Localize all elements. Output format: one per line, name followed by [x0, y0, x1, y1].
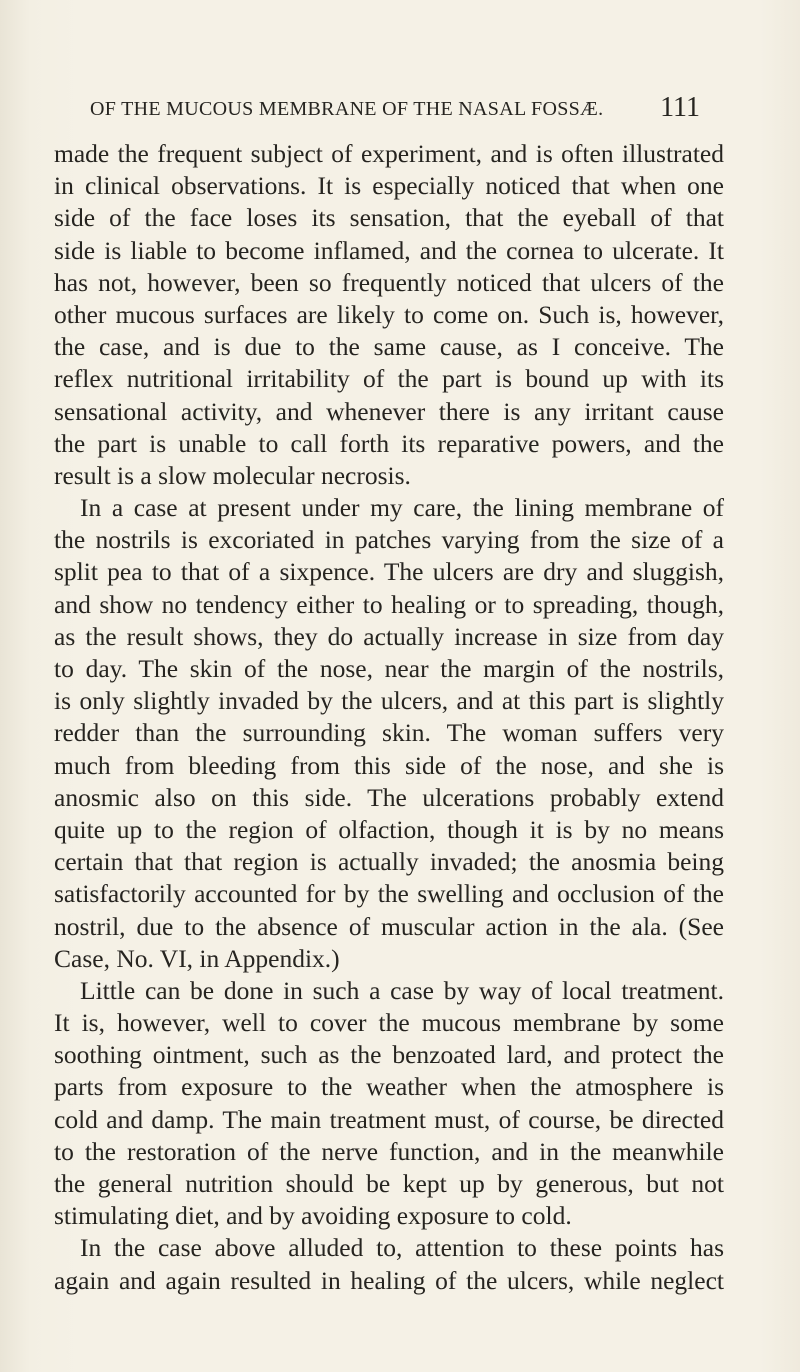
- text-line: is only slightly invaded by the ulcers, and at this part is slightly: [54, 686, 724, 716]
- text-line: certain that that region is actually invaded; the anosmia being: [54, 847, 724, 877]
- text-line: the nostrils is excoriated in patches varying from the size of a: [54, 525, 724, 555]
- text-line: reflex nutritional irritability of the part is bound up with its: [54, 364, 724, 394]
- text-line: satisfactorily accounted for by the swelling and occlusion of the: [54, 879, 724, 909]
- text-line: split pea to that of a sixpence. The ulcers are dry and sluggish,: [54, 557, 724, 587]
- text-line: much from bleeding from this side of the nose, and she is: [54, 750, 724, 780]
- text-line: sensational activity, and whenever there is any irritant cause: [54, 396, 724, 426]
- text-line: side of the face loses its sensation, that the eyeball of that: [54, 203, 724, 233]
- paragraph-start-line: In a case at present under my care, the lining membrane of: [80, 493, 724, 523]
- text-line: and show no tendency either to healing or to spreading, though,: [54, 589, 724, 619]
- text-line: result is a slow molecular necrosis.: [54, 460, 411, 490]
- text-line: It is, however, well to cover the mucous membrane by some: [54, 1008, 724, 1038]
- running-head: [90, 92, 700, 128]
- running-title: OF THE MUCOUS MEMBRANE OF THE NASAL FOSSÆ.: [90, 98, 604, 120]
- text-line: parts from exposure to the weather when the atmosphere is: [54, 1072, 724, 1102]
- text-line: cold and damp. The main treatment must, of course, be directed: [54, 1104, 724, 1134]
- text-line: the case, and is due to the same cause, as I conceive. The: [54, 332, 724, 362]
- text-line: to the restoration of the nerve function, and in the meanwhile: [54, 1136, 724, 1166]
- text-line: nostril, due to the absence of muscular action in the ala. (See: [54, 911, 724, 941]
- paragraph-start-line: In the case above alluded to, attention to these points has: [80, 1233, 724, 1263]
- text-line: anosmic also on this side. The ulcerations probably extend: [54, 782, 724, 812]
- text-line: in clinical observations. It is especially noticed that when one: [54, 171, 724, 201]
- text-line: as the result shows, they do actually increase in size from day: [54, 621, 724, 651]
- text-line: has not, however, been so frequently noticed that ulcers of the: [54, 267, 724, 297]
- paragraph-start-line: Little can be done in such a case by way of local treatment.: [80, 975, 724, 1005]
- text-line: redder than the surrounding skin. The woman suffers very: [54, 718, 724, 748]
- text-line: the part is unable to call forth its reparative powers, and the: [54, 428, 724, 458]
- page-number: 111: [660, 92, 700, 123]
- text-line: stimulating diet, and by avoiding exposure to cold.: [54, 1201, 572, 1231]
- text-line: quite up to the region of olfaction, though it is by no means: [54, 814, 724, 844]
- text-line: Case, No. VI, in Appendix.): [54, 943, 340, 973]
- text-line: to day. The skin of the nose, near the margin of the nostrils,: [54, 654, 724, 683]
- body-text: [54, 138, 724, 1297]
- text-line: soothing ointment, such as the benzoated lard, and protect the: [54, 1040, 724, 1070]
- text-line: made the frequent subject of experiment, and is often illustrated: [54, 139, 724, 168]
- text-line: the general nutrition should be kept up by generous, but not: [54, 1169, 724, 1198]
- text-line: again and again resulted in healing of the ulcers, while neglect: [54, 1265, 724, 1295]
- text-line: other mucous surfaces are likely to come on. Such is, however,: [54, 299, 724, 329]
- text-line: side is liable to become inflamed, and the cornea to ulcerate. It: [54, 235, 724, 265]
